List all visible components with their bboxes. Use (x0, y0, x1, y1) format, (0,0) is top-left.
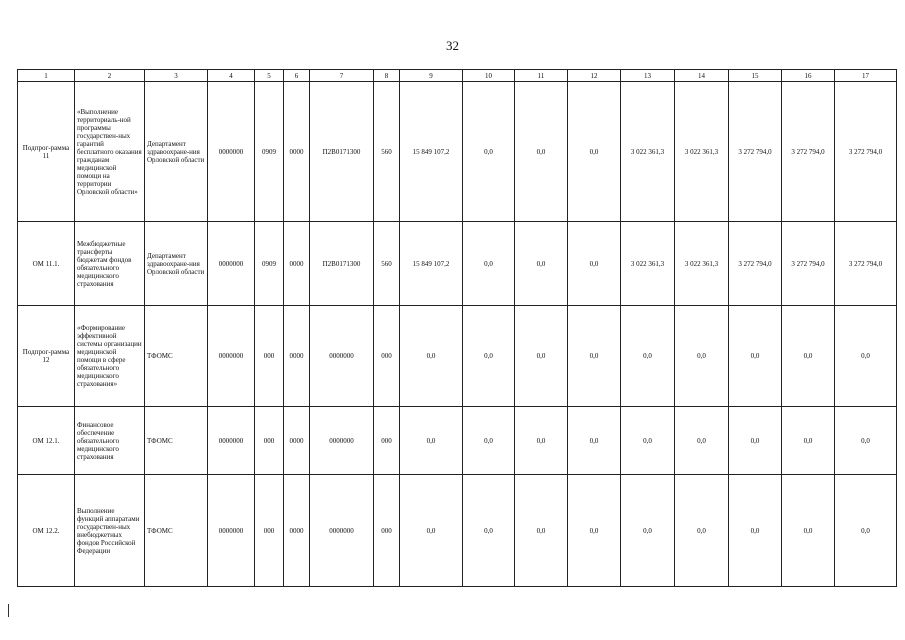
value-cell: 0,0 (729, 475, 782, 587)
value-cell: 3 022 361,3 (621, 82, 675, 222)
code-cell: 0000 (284, 306, 310, 407)
value-cell: 0,0 (782, 306, 835, 407)
value-cell: 0,0 (400, 306, 463, 407)
column-header: 6 (284, 70, 310, 82)
value-cell: 0,0 (463, 407, 515, 475)
row-label: ОМ 12.2. (18, 475, 75, 587)
value-cell: 0,0 (729, 407, 782, 475)
column-header: 13 (621, 70, 675, 82)
code-cell: 0000000 (310, 306, 374, 407)
column-header: 17 (835, 70, 897, 82)
row-name: «Выполнение территориаль-ной программы государствен-ных гарантий бесплатного оказания гражданам медицинской помощи на территории Орловской области» (75, 82, 145, 222)
table-row (18, 407, 897, 475)
value-cell: 0,0 (782, 407, 835, 475)
row-name: «Формирование эффективной системы организации медицинской помощи в сфере обязательного медицинского страхования» (75, 306, 145, 407)
code-cell: 0000 (284, 82, 310, 222)
code-cell: 0000000 (208, 475, 255, 587)
column-header: 5 (255, 70, 284, 82)
code-cell: 0000 (284, 407, 310, 475)
code-cell: 000 (255, 407, 284, 475)
code-cell: 0000000 (208, 222, 255, 306)
code-cell: 0000000 (208, 82, 255, 222)
value-cell: 3 272 794,0 (729, 82, 782, 222)
code-cell: 000 (374, 306, 400, 407)
value-cell: 0,0 (835, 306, 897, 407)
value-cell: 0,0 (515, 222, 568, 306)
page-number: 32 (446, 38, 459, 53)
row-executor: ТФОМС (145, 306, 208, 407)
value-cell: 0,0 (568, 306, 621, 407)
column-header: 12 (568, 70, 621, 82)
value-cell: 0,0 (463, 222, 515, 306)
code-cell: 0000000 (208, 407, 255, 475)
code-cell: 560 (374, 222, 400, 306)
value-cell: 0,0 (568, 82, 621, 222)
value-cell: 0,0 (568, 407, 621, 475)
value-cell: 0,0 (835, 475, 897, 587)
margin-mark (8, 604, 9, 617)
value-cell: 3 272 794,0 (729, 222, 782, 306)
row-name: Межбюджетные трансферты бюджетам фондов обязательного медицинского страхования (75, 222, 145, 306)
row-executor: Департамент здравоохране-ния Орловской области (145, 222, 208, 306)
value-cell: 3 022 361,3 (621, 222, 675, 306)
column-header: 1 (18, 70, 75, 82)
header-row (18, 70, 897, 82)
table-row (18, 475, 897, 587)
column-header: 4 (208, 70, 255, 82)
code-cell: 0000 (284, 475, 310, 587)
table-row (18, 222, 897, 306)
value-cell: 0,0 (621, 407, 675, 475)
code-cell: 000 (255, 475, 284, 587)
column-header: 11 (515, 70, 568, 82)
column-header: 15 (729, 70, 782, 82)
row-name: Финансовое обеспечение обязательного медицинского страхования (75, 407, 145, 475)
value-cell: 0,0 (675, 407, 729, 475)
row-executor: Департамент здравоохране-ния Орловской области (145, 82, 208, 222)
value-cell: 3 272 794,0 (782, 82, 835, 222)
value-cell: 3 272 794,0 (835, 82, 897, 222)
code-cell: П2В0171300 (310, 222, 374, 306)
value-cell: 0,0 (568, 222, 621, 306)
column-header: 14 (675, 70, 729, 82)
value-cell: 0,0 (568, 475, 621, 587)
value-cell: 0,0 (782, 475, 835, 587)
row-label: ОМ 12.1. (18, 407, 75, 475)
value-cell: 0,0 (675, 306, 729, 407)
code-cell: 0000000 (310, 475, 374, 587)
value-cell: 3 022 361,3 (675, 222, 729, 306)
code-cell: 0000 (284, 222, 310, 306)
value-cell: 0,0 (463, 306, 515, 407)
row-label: Подпрог-рамма 11 (18, 82, 75, 222)
column-header: 9 (400, 70, 463, 82)
row-executor: ТФОМС (145, 407, 208, 475)
value-cell: 0,0 (463, 475, 515, 587)
value-cell: 0,0 (621, 475, 675, 587)
value-cell: 15 849 107,2 (400, 82, 463, 222)
value-cell: 0,0 (675, 475, 729, 587)
value-cell: 0,0 (515, 475, 568, 587)
column-header: 7 (310, 70, 374, 82)
column-header: 16 (782, 70, 835, 82)
code-cell: 0000000 (310, 407, 374, 475)
code-cell: 0000000 (208, 306, 255, 407)
value-cell: 0,0 (400, 407, 463, 475)
value-cell: 0,0 (400, 475, 463, 587)
budget-table (17, 69, 897, 587)
row-label: ОМ 11.1. (18, 222, 75, 306)
value-cell: 0,0 (515, 306, 568, 407)
table-row (18, 82, 897, 222)
code-cell: П2В0171300 (310, 82, 374, 222)
column-header: 8 (374, 70, 400, 82)
column-header: 10 (463, 70, 515, 82)
value-cell: 3 272 794,0 (782, 222, 835, 306)
value-cell: 0,0 (515, 82, 568, 222)
row-label: Подпрог-рамма 12 (18, 306, 75, 407)
table-row (18, 306, 897, 407)
column-header: 2 (75, 70, 145, 82)
value-cell: 0,0 (515, 407, 568, 475)
code-cell: 0909 (255, 82, 284, 222)
code-cell: 560 (374, 82, 400, 222)
code-cell: 000 (374, 407, 400, 475)
code-cell: 000 (255, 306, 284, 407)
code-cell: 0909 (255, 222, 284, 306)
value-cell: 0,0 (729, 306, 782, 407)
column-header: 3 (145, 70, 208, 82)
row-executor: ТФОМС (145, 475, 208, 587)
value-cell: 0,0 (621, 306, 675, 407)
value-cell: 15 849 107,2 (400, 222, 463, 306)
value-cell: 0,0 (463, 82, 515, 222)
row-name: Выполнение функций аппаратами государствен-ных внебюджетных фондов Российской Федерации (75, 475, 145, 587)
value-cell: 3 272 794,0 (835, 222, 897, 306)
code-cell: 000 (374, 475, 400, 587)
value-cell: 0,0 (835, 407, 897, 475)
value-cell: 3 022 361,3 (675, 82, 729, 222)
